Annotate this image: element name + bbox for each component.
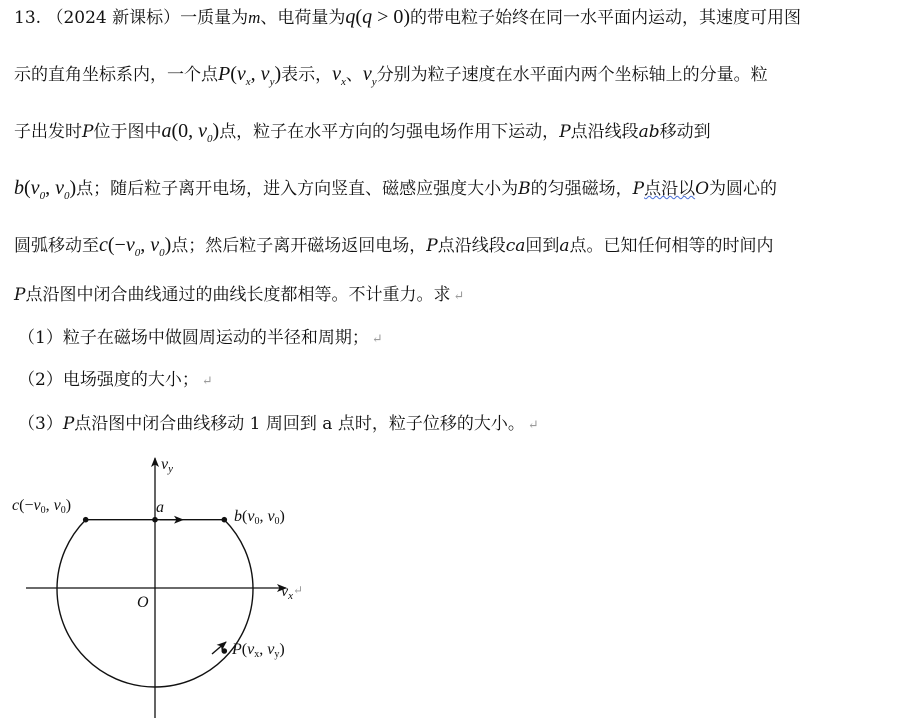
text: 回到 [525, 236, 560, 256]
point-P [222, 648, 228, 654]
problem-line-6 [14, 284, 464, 308]
text: 表示， [281, 65, 333, 85]
origin-label: O [137, 594, 149, 611]
text: 移动到 [659, 122, 711, 142]
P-symbol: P [426, 236, 438, 256]
text: 点沿以 [644, 179, 696, 199]
a-symbol: a [559, 236, 570, 256]
y-axis-label: vy [161, 456, 173, 475]
charge-expression: q(q > 0) [345, 6, 411, 28]
question-number: （3） [18, 414, 63, 434]
text: 分别为粒子速度在水平面内两个坐标轴上的分量。粒 [376, 65, 768, 85]
text: 圆弧移动至 [14, 236, 99, 256]
point-c-expression: $c(-v_0$, $v_0$) [99, 234, 172, 259]
point-a [152, 517, 158, 523]
problem-line-1 [14, 6, 801, 29]
point-a-label: a [156, 499, 164, 516]
text: 的匀强磁场， [530, 179, 633, 199]
point-b [222, 517, 228, 523]
point-P-label: P(vx, vy) [232, 641, 285, 660]
question-text: 粒子在磁场中做圆周运动的半径和周期； [62, 328, 369, 348]
question-2 [18, 369, 213, 393]
text: 点沿线段 [570, 122, 639, 142]
P-symbol: P [62, 414, 75, 434]
question-text: 电场强度的大小； [62, 370, 199, 390]
text: 点，粒子在水平方向的匀强电场作用下运动， [219, 122, 560, 142]
velocity-diagram [10, 452, 320, 722]
text: 一质量为 [180, 8, 249, 28]
paragraph-mark: ↵ [453, 289, 465, 304]
text: 点。已知任何相等的时间内 [569, 236, 774, 256]
text: 点；然后粒子离开磁场返回电场， [171, 236, 427, 256]
text: 、 [345, 65, 363, 85]
segment-ca: ca [505, 236, 526, 256]
problem-source: （2024 新课标） [46, 8, 181, 28]
text: 点沿图中闭合曲线通过的曲线长度都相等。不计重力。求 [25, 285, 451, 305]
P-symbol: P [82, 122, 94, 142]
P-symbol: P [632, 179, 645, 199]
question-text: 点沿图中闭合曲线移动 1 周回到 a 点时，粒子位移的大小。 [74, 414, 525, 434]
problem-number: 13. [14, 8, 42, 28]
text: 子出发时 [14, 122, 82, 142]
point-a-expression: a(0, $v_0$) [161, 120, 220, 145]
text: 示的直角坐标系内，一个点 [14, 65, 218, 85]
O-symbol: O [695, 179, 710, 199]
point-c [83, 517, 89, 523]
point-c-label: c(−v0, v0) [12, 497, 72, 516]
question-1 [18, 327, 383, 351]
text: 位于图中 [93, 122, 162, 142]
paragraph-mark: ↵ [201, 374, 213, 389]
question-number: （1） [18, 328, 63, 348]
point-b-label: b(v0, v0) [234, 508, 285, 527]
vy-symbol: $v_y$ [362, 63, 377, 88]
paragraph-mark: ↵ [527, 418, 539, 433]
question-3 [18, 413, 539, 437]
vx-symbol: $v_x$ [332, 63, 346, 88]
text: 、电荷量为 [260, 8, 346, 28]
point-b-expression: $b(v_0$, $v_0$) [14, 177, 77, 202]
segment-ab: ab [638, 122, 660, 142]
P-symbol: P [559, 122, 571, 142]
text: 为圆心的 [709, 179, 778, 199]
P-symbol: P [14, 285, 26, 305]
problem-line-3 [14, 120, 711, 150]
point-P-expression: $P(v_x$, $v_y$) [218, 63, 282, 88]
text: 点；随后粒子离开电场，进入方向竖直、磁感应强度大小为 [76, 179, 519, 199]
text: 点沿线段 [437, 236, 506, 256]
text: 的带电粒子始终在同一水平面内运动，其速度可用图 [410, 8, 802, 28]
B-symbol: B [518, 179, 531, 199]
x-axis-label: vx↵ [281, 583, 304, 602]
problem-line-4 [14, 177, 777, 207]
problem-line-2 [14, 63, 768, 93]
problem-line-5 [14, 234, 774, 264]
mass-symbol: m [248, 8, 261, 27]
question-number: （2） [18, 370, 63, 390]
paragraph-mark: ↵ [371, 332, 383, 347]
